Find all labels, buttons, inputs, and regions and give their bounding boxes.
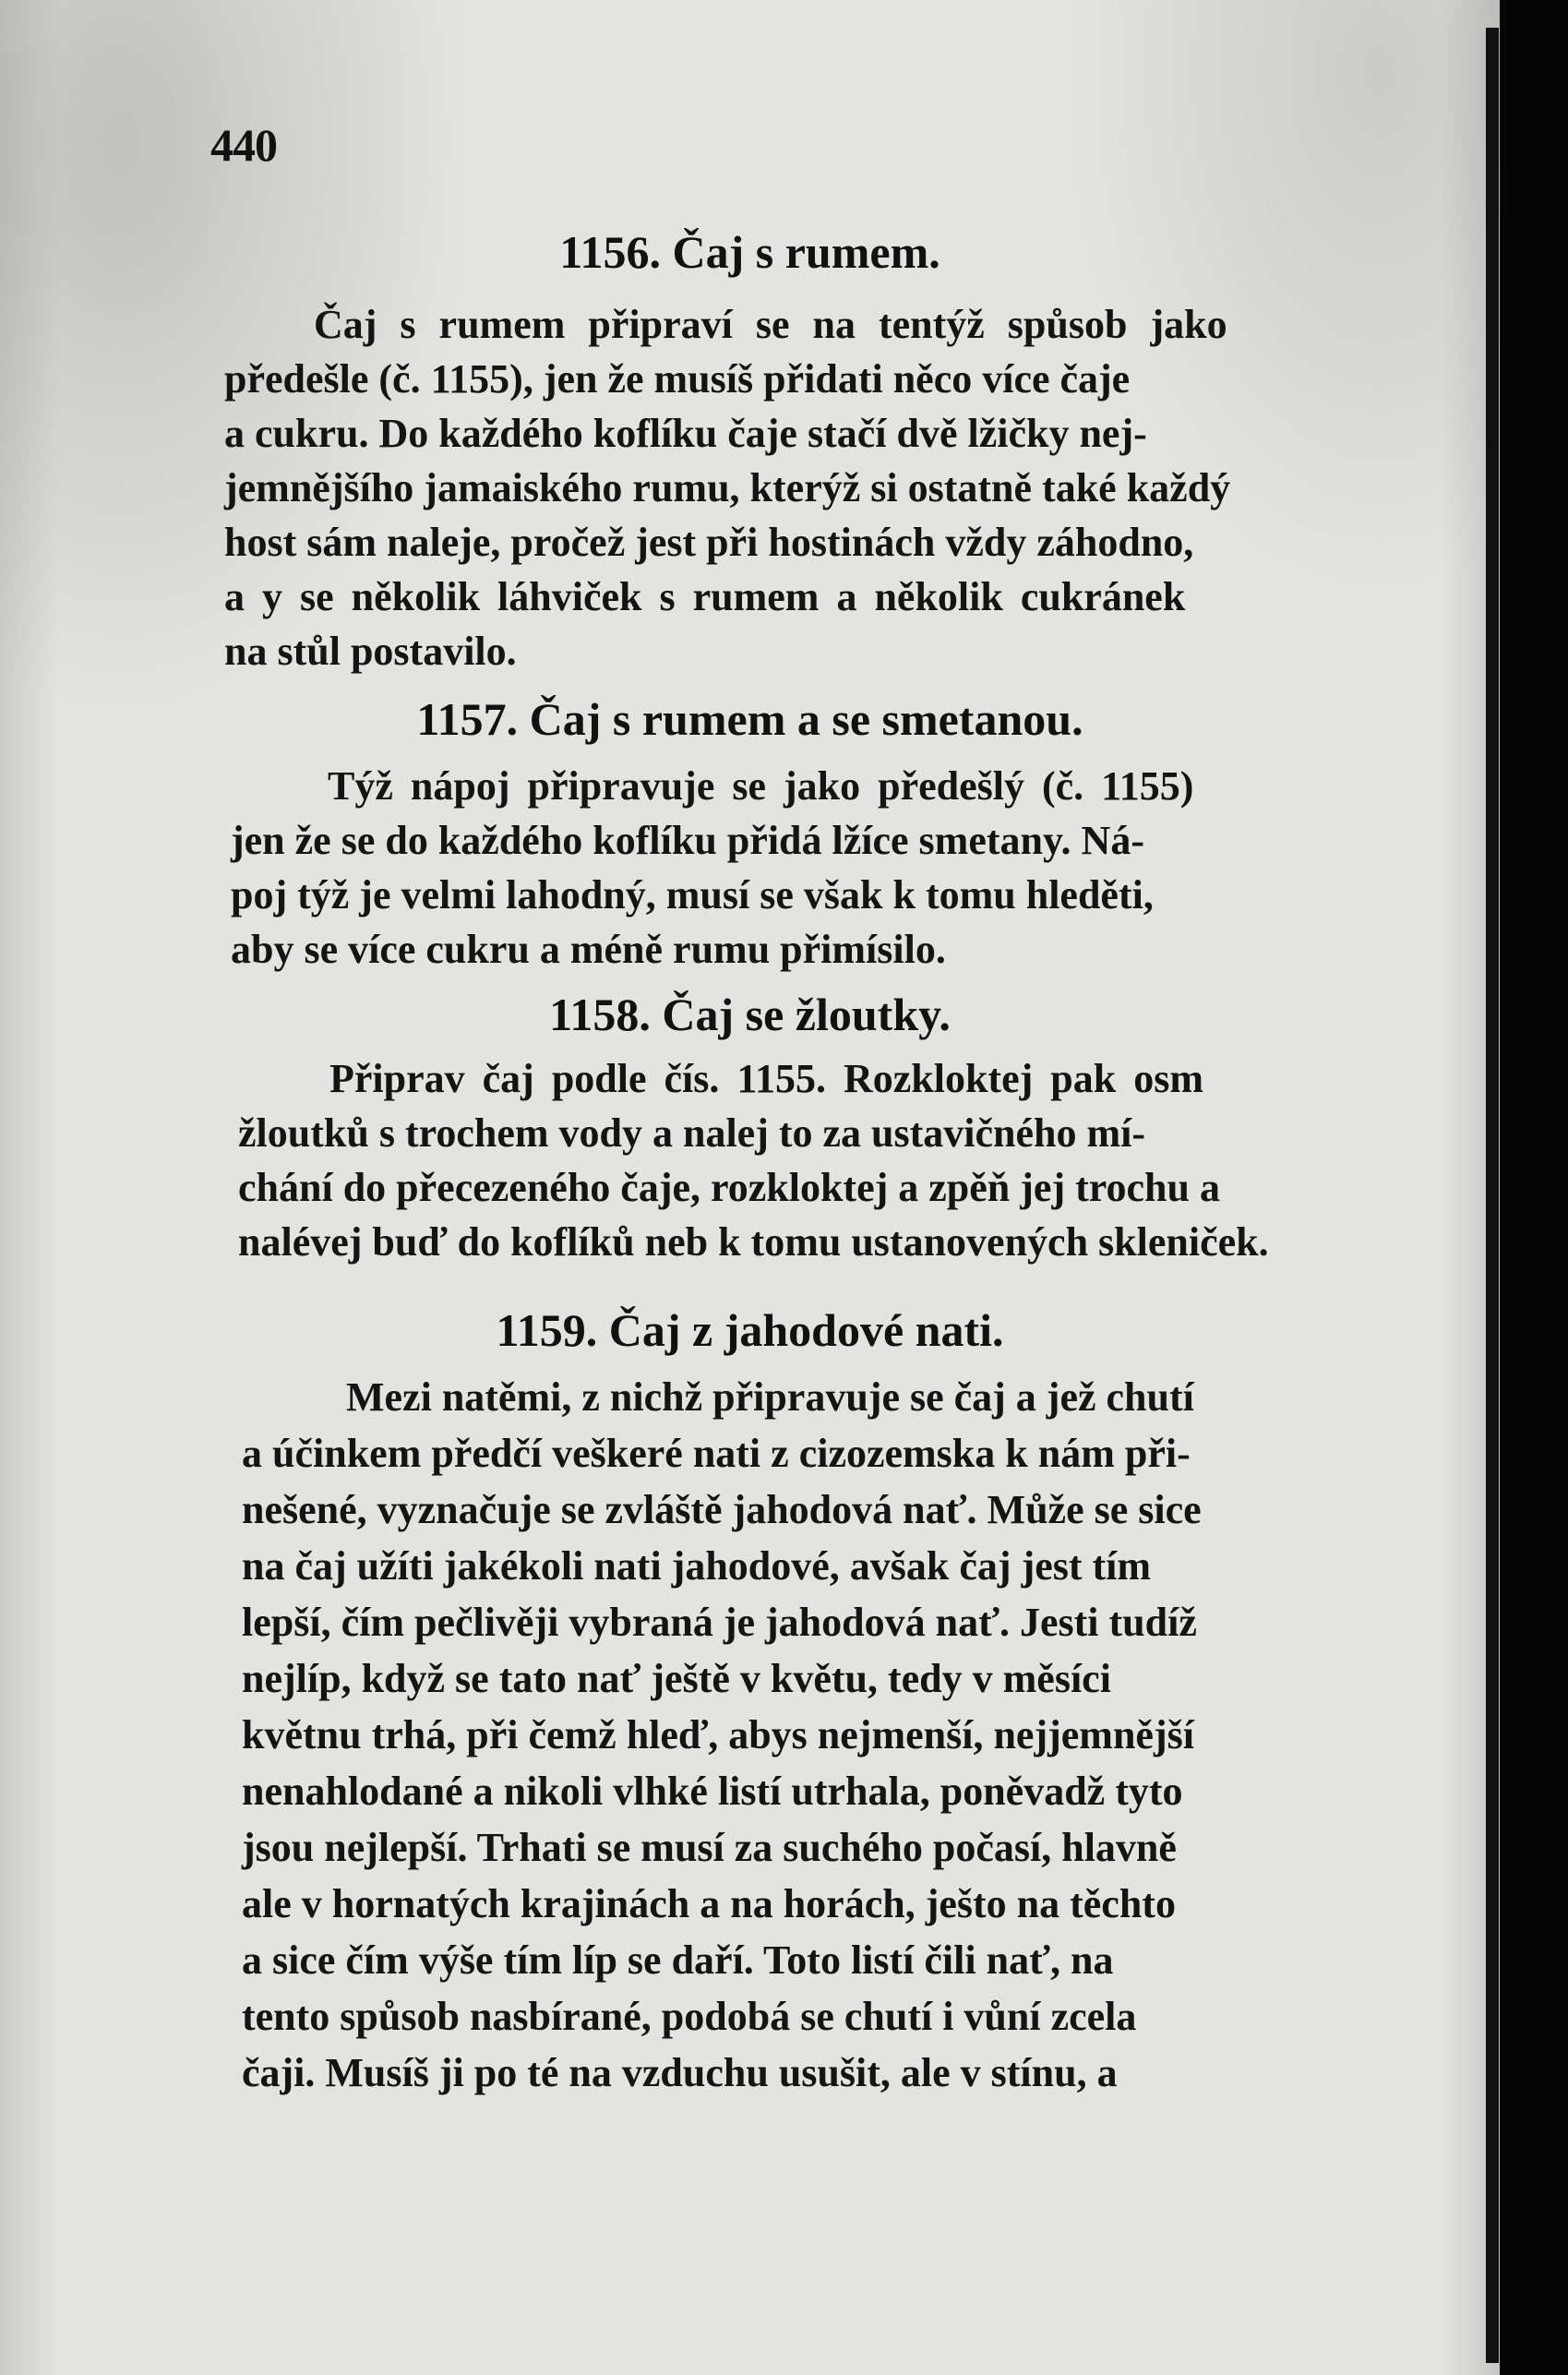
paragraph-line: nejlíp, když se tato nať ještě v květu, tedy v měsíci <box>242 1656 1111 1701</box>
paragraph-line: poj týž je velmi lahodný, musí se však k tomu hleděti, <box>231 872 1154 918</box>
paragraph-line: žloutků s trochem vody a nalej to za ustavičného mí- <box>238 1110 1146 1156</box>
section-heading-1157: 1157. Čaj s rumem a se smetanou. <box>416 693 1083 745</box>
paragraph-line: a cukru. Do každého koflíku čaje stačí dvě lžičky nej- <box>224 411 1147 456</box>
paragraph-line: Týž nápoj připravuje se jako předešlý (č. 1155) <box>328 763 1194 809</box>
paragraph-line: a účinkem předčí veškeré nati z cizozemska k nám při- <box>242 1431 1191 1476</box>
paragraph-line: na stůl postavilo. <box>224 629 517 674</box>
paragraph-line: Mezi natěmi, z nichž připravuje se čaj a jež chutí <box>346 1374 1194 1420</box>
section-heading-1158: 1158. Čaj se žloutky. <box>549 989 951 1040</box>
paragraph-line: předešle (č. 1155), jen že musíš přidati něco více čaje <box>224 356 1131 402</box>
paragraph-line: chání do přecezeného čaje, rozkloktej a zpěň jej trochu a <box>238 1165 1220 1210</box>
paragraph-line: aby se více cukru a méně rumu přimísilo. <box>231 927 946 972</box>
paragraph-line: ale v hornatých krajinách a na horách, ješto na těchto <box>242 1881 1176 1926</box>
page-edge-shadow <box>1486 28 1499 2363</box>
paragraph-line: jen že se do každého koflíku přidá lžíce smetany. Ná- <box>231 818 1144 863</box>
paragraph-line: na čaj užíti jakékoli nati jahodové, avšak čaj jest tím <box>242 1543 1152 1589</box>
section-heading-1156: 1156. Čaj s rumem. <box>559 226 940 278</box>
section-heading-1159: 1159. Čaj z jahodové nati. <box>496 1304 1004 1356</box>
paragraph-line: lepší, čím pečlivěji vybraná je jahodová nať. Jesti tudíž <box>242 1600 1197 1645</box>
paragraph-line: a sice čím výše tím líp se daří. Toto listí čili nať, na <box>242 1937 1114 1983</box>
paragraph-line: a y se několik láhviček s rumem a několik cukránek <box>224 574 1186 619</box>
paragraph-line: Čaj s rumem připraví se na tentýž spůsob jako <box>314 302 1227 347</box>
paragraph-line: nenahlodané a nikoli vlhké listí utrhala, poněvadž tyto <box>242 1769 1183 1814</box>
paragraph-line: nalévej buď do koflíků neb k tomu ustanovených skleniček. <box>238 1219 1269 1265</box>
page-number: 440 <box>210 119 277 171</box>
paragraph-line: Připrav čaj podle čís. 1155. Rozkloktej pak osm <box>329 1056 1203 1101</box>
paragraph-line: jemnějšího jamaiského rumu, kterýž si ostatně také každý <box>224 465 1231 510</box>
paragraph-line: čaji. Musíš ji po té na vzduchu usušit, ale v stínu, a <box>242 2050 1118 2095</box>
paragraph-line: jsou nejlepší. Trhati se musí za suchého počasí, hlavně <box>242 1825 1177 1870</box>
paragraph-line: nešené, vyznačuje se zvláště jahodová nať. Může se sice <box>242 1487 1202 1532</box>
paragraph-line: host sám naleje, pročež jest při hostinách vždy záhodno, <box>224 520 1194 565</box>
paragraph-line: květnu trhá, při čemž hleď, abys nejmenší, nejjemnější <box>242 1712 1194 1757</box>
paragraph-line: tento spůsob nasbírané, podobá se chutí i vůní zcela <box>242 1994 1137 2039</box>
